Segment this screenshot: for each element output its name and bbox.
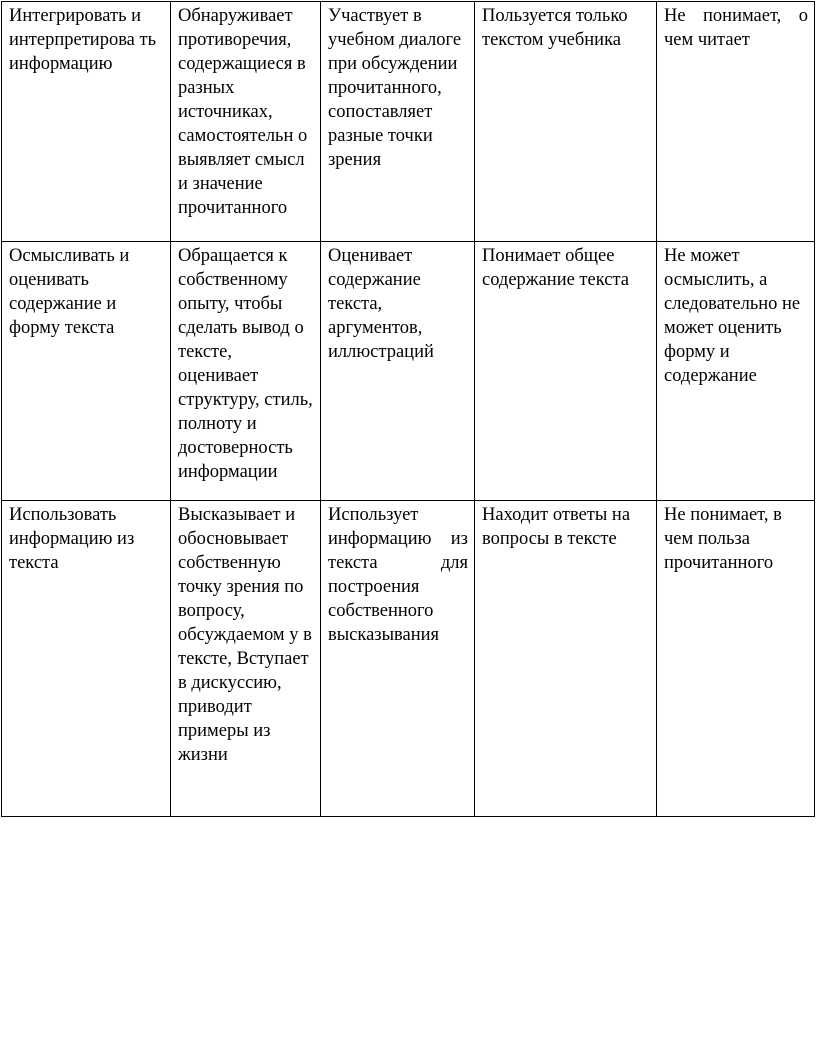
level-mid-cell: Участвует в учебном диалоге при обсуждении прочитанного, сопоставляет разные точки зрения xyxy=(321,2,475,242)
level-high-cell: Обнаруживает противоречия, содержащиеся в разных источниках, самостоятельн о выявляет смысл и значение прочитанного xyxy=(171,2,321,242)
level-mid-cell: Использует информацию из текста для построения собственного высказывания xyxy=(321,501,475,817)
level-mid-cell: Оценивает содержание текста, аргументов, иллюстраций xyxy=(321,242,475,501)
skill-cell: Использовать информацию из текста xyxy=(2,501,171,817)
level-none-cell: Не понимает, о чем читает xyxy=(657,2,815,242)
level-low-cell: Находит ответы на вопросы в тексте xyxy=(475,501,657,817)
assessment-table xyxy=(1,1,815,817)
table-row xyxy=(2,2,815,242)
table-row xyxy=(2,242,815,501)
level-none-cell: Не может осмыслить, а следовательно не может оценить форму и содержание xyxy=(657,242,815,501)
skill-cell: Осмысливать и оценивать содержание и форму текста xyxy=(2,242,171,501)
level-low-cell: Пользуется только текстом учебника xyxy=(475,2,657,242)
level-low-cell: Понимает общее содержание текста xyxy=(475,242,657,501)
skill-cell: Интегрировать и интерпретирова ть информацию xyxy=(2,2,171,242)
level-none-cell: Не понимает, в чем польза прочитанного xyxy=(657,501,815,817)
table-row xyxy=(2,501,815,817)
level-high-cell: Высказывает и обосновывает собственную точку зрения по вопросу, обсуждаемом у в тексте, Вступает в дискуссию, приводит примеры из жизни xyxy=(171,501,321,817)
level-high-cell: Обращается к собственному опыту, чтобы сделать вывод о тексте, оценивает структуру, стиль, полноту и достоверность информации xyxy=(171,242,321,501)
